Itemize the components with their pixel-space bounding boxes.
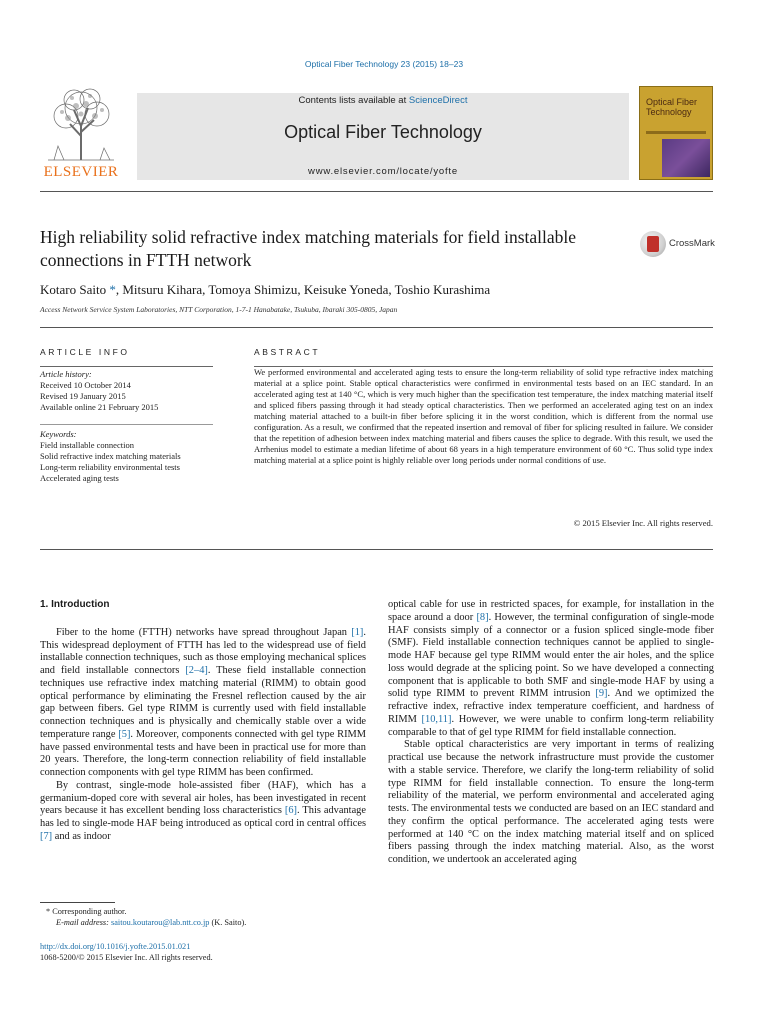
crossmark-bookmark-icon xyxy=(647,236,659,252)
article-info-rule xyxy=(40,366,213,367)
paragraph-text: . Moreover, components connected with gel type RIMM have passed environmental tests and have been in practical use for more than 20 years. Therefore, the long-term connection reliability of field installable connection components with gel type RIMM has been confirmed. xyxy=(40,728,367,778)
sciencedirect-link[interactable]: ScienceDirect xyxy=(408,95,468,106)
email-link[interactable]: saitou.koutarou@lab.ntt.co.jp xyxy=(111,918,210,927)
history-label: Article history: xyxy=(40,369,92,379)
paragraph-text: optical cable for use in restricted spaces, for example, for installation in the space around a door xyxy=(388,599,714,623)
revised-date: Revised 19 January 2015 xyxy=(40,391,126,401)
citation-link[interactable]: [5] xyxy=(118,728,131,740)
citation-link[interactable]: [8] xyxy=(476,611,489,623)
paragraph xyxy=(40,780,366,844)
cover-title: Optical Fiber Technology xyxy=(646,97,698,117)
footnote-divider xyxy=(40,902,115,903)
elsevier-tree-icon xyxy=(40,86,122,162)
citation-link[interactable]: [6] xyxy=(284,805,298,817)
article-history xyxy=(40,369,215,413)
article-title: High reliability solid refractive index matching materials for field installable connections in FTTH network xyxy=(40,227,577,270)
online-date: Available online 21 February 2015 xyxy=(40,402,159,412)
keywords-label: Keywords: xyxy=(40,429,77,439)
doi-link[interactable]: http://dx.doi.org/10.1016/j.yofte.2015.01.021 xyxy=(40,942,191,951)
affiliation: Access Network Service System Laboratories, NTT Corporation, 1-7-1 Hanabatake, Tsukuba, Ibaraki 305-0805, Japan xyxy=(40,305,398,314)
abstract-text: We performed environmental and accelerated aging tests to ensure the long-term reliability of solid type refractive index matching material at a splice point. Stable optical characteristics were confirmed in environmental tests based on an IEC standard. In an accelerated aging test at 140 °C, which is very much higher than the specification test temperature, the index matching material itself and spliced fibers passing through it had steady optical characteristics. Then we performed an accelerated aging test on an index matching material attached to a built-in fiber before splicing it in the worst condition, which is different from the normal use configuration. As a result, we confirmed that the repeated insertion and removal of fiber for splicing resulted in failure. We consider that the repetition of adhesion between index matching material and fibers causes the splice to degrade. With this result, we used the Arrhenius model to estimate a median lifetime of about 68 years in a high temperature environment of 60 °C. Thus solid type index matching material at a splice point is highly reliable over long periods under normal conditions of use. xyxy=(254,367,713,465)
author-first: Kotaro Saito xyxy=(40,282,107,297)
elsevier-wordmark: ELSEVIER xyxy=(43,164,119,180)
info-divider xyxy=(40,327,713,328)
citation-link[interactable]: [9] xyxy=(595,688,608,700)
keywords-rule xyxy=(40,424,213,425)
paragraph-text: By contrast, single-mode hole-assisted fiber (HAF), which has a germanium-doped core with several air holes, has been investigated in recent years because it has excellent bending loss characteristics xyxy=(40,779,366,817)
author-rest: , Mitsuru Kihara, Tomoya Shimizu, Keisuke Yoneda, Toshio Kurashima xyxy=(115,282,491,297)
article-info-heading: ARTICLE INFO xyxy=(40,347,130,357)
paragraph-text: . And we optimized the refractive index, refractive index temperature coefficient, and hardness of RIMM xyxy=(388,688,715,725)
keywords xyxy=(40,429,215,484)
citation-link[interactable]: [2–4] xyxy=(185,665,208,676)
paragraph-text: . However, the terminal configuration of single-mode HAF consists simply of a connector or a fusion spliced single-mode fiber (SMF). Field installable connection techniques cannot be applied to single-mode HAF because gel type RIMM would enter the air holes, and the splice loss would degrade at the splicing point. So we have developed a connecting component that is applicable to both SMF and single-mode HAF by using a solid type RIMM to prevent RIMM intrusion xyxy=(388,611,714,700)
issn-line: 1068-5200/© 2015 Elsevier Inc. All rights reserved. xyxy=(40,953,213,962)
journal-banner xyxy=(137,93,629,180)
paragraph-text: and as indoor xyxy=(52,830,111,842)
citation-link[interactable]: [10,11] xyxy=(421,713,452,725)
crossmark-label: CrossMark xyxy=(669,238,715,249)
elsevier-logo xyxy=(40,86,122,180)
author-list xyxy=(40,282,713,298)
corresponding-author-note: * Corresponding author. xyxy=(46,907,127,916)
paragraph-text: Fiber to the home (FTTH) networks have spread throughout Japan xyxy=(56,626,352,638)
crossmark-badge[interactable] xyxy=(640,231,720,259)
email-note xyxy=(40,917,366,928)
paragraph-text: . This widespread deployment of FTTH has led to the widespread use of field installable connection techniques, such as those employing mechanical splices and field installable connectors xyxy=(40,626,366,676)
abstract-heading: ABSTRACT xyxy=(254,347,321,357)
cover-divider xyxy=(646,131,706,134)
journal-reference-text[interactable]: Optical Fiber Technology 23 (2015) 18–23 xyxy=(304,59,464,69)
journal-reference[interactable] xyxy=(0,59,768,69)
footnotes xyxy=(40,906,366,928)
corresponding-author-marker[interactable]: * xyxy=(106,282,116,297)
contents-line xyxy=(137,95,629,106)
section-heading: 1. Introduction xyxy=(40,599,110,610)
contents-prefix: Contents lists available at xyxy=(298,95,409,106)
keyword-item: Long-term reliability environmental tests xyxy=(40,462,180,472)
body-right-column xyxy=(388,599,714,867)
citation-link[interactable]: [7] xyxy=(40,830,53,842)
paragraph-text: . This advantage has led to single-mode HAF being introduced as optical cord in central offices xyxy=(40,805,366,829)
crossmark-icon xyxy=(640,231,666,257)
body-left-column xyxy=(40,599,366,844)
email-suffix: (K. Saito). xyxy=(209,918,247,927)
paragraph xyxy=(388,599,714,739)
journal-title: Optical Fiber Technology xyxy=(284,122,482,142)
keyword-item: Field installable connection xyxy=(40,440,134,450)
paragraph-text: . These field installable connection techniques use refractive index matching material (RIMM) to obtain good optical performance by eliminating the Fresnel reflection caused by the air gap between fibers. Gel type RIMM is currently used with field installable connection techniques and is physically and chemically stable over a wide temperature range xyxy=(40,665,366,740)
journal-homepage-link[interactable]: www.elsevier.com/locate/yofte xyxy=(308,166,458,177)
paragraph xyxy=(40,627,366,780)
paragraph: Stable optical characteristics are very important in terms of realizing practical use because the network infrastructure must provide the customer with a stable service. Therefore, we clarify the long-term reliability of solid type RIMM for field installable connection. To ensure the long-term reliability of the material, we perform environmental and accelerated aging tests. The environmental tests we conducted are based on an IEC standard and they confirm the optical performance. The accelerated aging tests were performed at 140 °C on the index matching material itself and on spliced fibers passing through the index matching material. Also, as the worst condition, we undertook an accelerated aging xyxy=(388,739,714,865)
paragraph-text: . However, we were unable to confirm long-term reliability comparable to that of gel type RIMM for field installable connection. xyxy=(388,713,714,738)
journal-cover[interactable] xyxy=(639,86,713,180)
email-label: E-mail address: xyxy=(56,918,111,927)
keyword-item: Solid refractive index matching materials xyxy=(40,451,181,461)
citation-link[interactable]: [1] xyxy=(351,626,364,638)
header-divider xyxy=(40,191,713,192)
doi-block xyxy=(40,941,366,963)
abstract-divider xyxy=(40,549,713,550)
received-date: Received 10 October 2014 xyxy=(40,380,131,390)
keyword-item: Accelerated aging tests xyxy=(40,473,119,483)
cover-image xyxy=(662,139,710,177)
abstract-copyright: © 2015 Elsevier Inc. All rights reserved. xyxy=(573,518,713,528)
